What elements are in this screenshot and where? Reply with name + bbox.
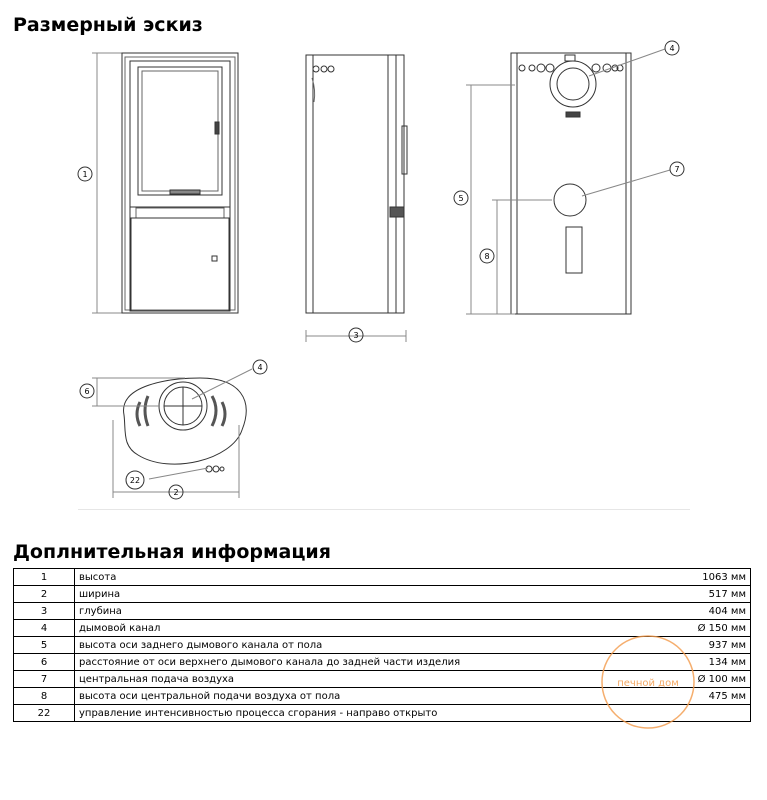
svg-text:7: 7: [674, 165, 680, 174]
watermark-logo: [598, 632, 698, 732]
table-row: 8 высота оси центральной подачи воздуха от пола 475 мм: [14, 688, 751, 705]
section-divider: [78, 509, 690, 510]
svg-text:8: 8: [484, 252, 490, 261]
svg-text:3: 3: [353, 331, 359, 340]
callout-22: [126, 471, 144, 489]
callout-7: [670, 162, 684, 176]
front-view: [92, 53, 238, 313]
callout-4-back: [665, 41, 679, 55]
callout-1: [78, 167, 92, 181]
table-row: 1 высота 1063 мм: [14, 569, 751, 586]
svg-text:2: 2: [173, 488, 179, 497]
svg-text:4: 4: [669, 44, 675, 53]
callout-3: [349, 328, 363, 342]
info-heading: Доплнительная информация: [13, 541, 331, 563]
callout-5: [454, 191, 468, 205]
svg-text:4: 4: [257, 363, 263, 372]
svg-text:1: 1: [82, 170, 88, 179]
top-view: [92, 369, 252, 498]
table-row: 5 высота оси заднего дымового канала от пола 937 мм: [14, 637, 751, 654]
table-row: 2 ширина 517 мм: [14, 586, 751, 603]
table-row: 7 центральная подача воздуха Ø 100 мм: [14, 671, 751, 688]
dimension-sketch: [0, 40, 767, 510]
svg-text:22: 22: [129, 476, 141, 485]
sketch-heading: Размерный эскиз: [13, 14, 203, 36]
callout-6: [80, 384, 94, 398]
table-row: 4 дымовой канал Ø 150 мм: [14, 620, 751, 637]
callout-4-top: [253, 360, 267, 374]
back-view: [466, 49, 670, 314]
table-row: 3 глубина 404 мм: [14, 603, 751, 620]
svg-text:6: 6: [84, 387, 90, 396]
table-row: 22 управление интенсивностью процесса сгорания - направо открыто: [14, 705, 751, 722]
table-row: 6 расстояние от оси верхнего дымового канала до задней части изделия 134 мм: [14, 654, 751, 671]
callout-8: [480, 249, 494, 263]
svg-text:печной дом: печной дом: [617, 678, 679, 689]
side-view: [306, 55, 407, 342]
svg-text:5: 5: [458, 194, 464, 203]
